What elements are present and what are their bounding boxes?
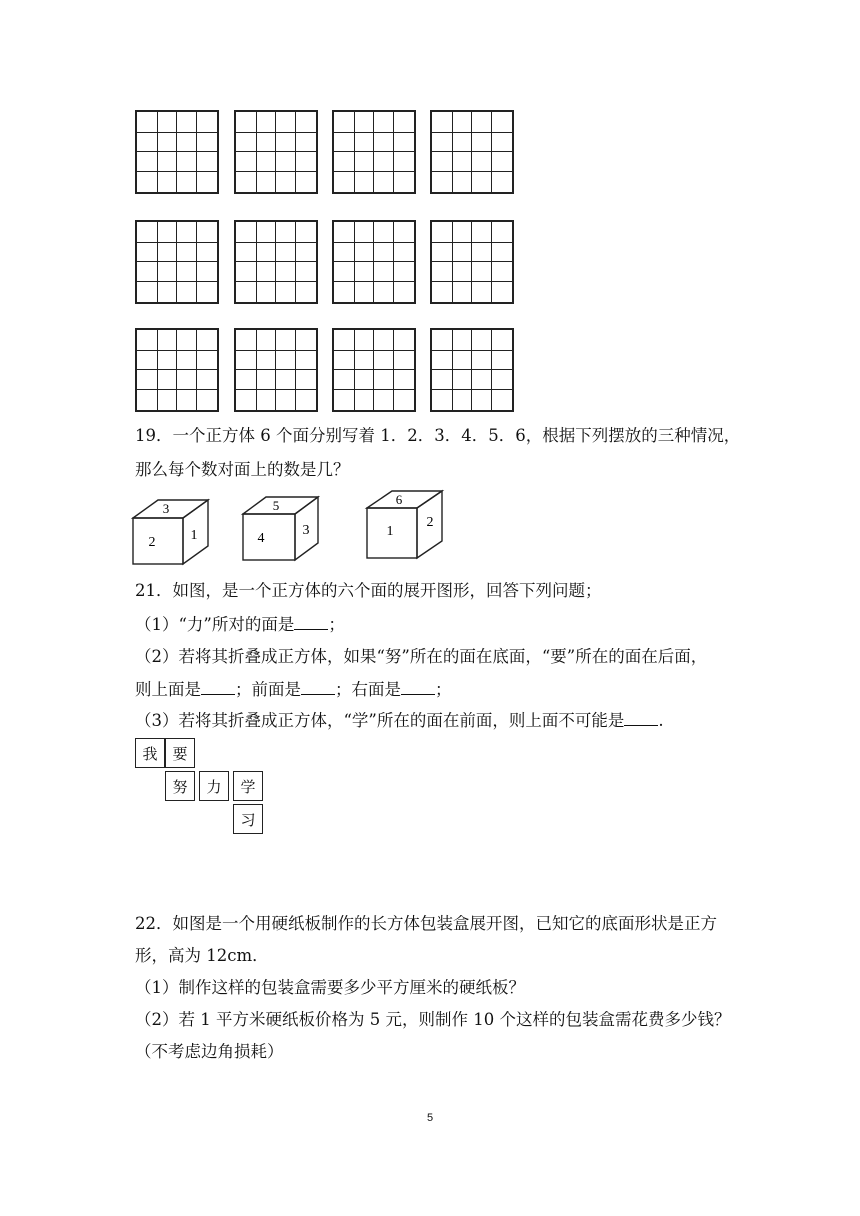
q19-line-1: 19．一个正方体 6 个面分别写着 1．2．3．4．5．6，根据下列摆放的三种情况，	[135, 426, 741, 445]
answer-blank	[624, 709, 658, 726]
grid-r1-c1	[135, 110, 219, 194]
cube-2-right-number: 3	[302, 523, 310, 538]
grid-r1-c2	[234, 110, 318, 194]
q21-part-2-front-label: ；前面是	[235, 680, 301, 699]
q22-part-3: （不考虑边角损耗）	[135, 1042, 284, 1061]
page-number: 5	[426, 1112, 434, 1124]
answer-blank	[201, 678, 235, 695]
grid-r3-c1	[135, 328, 219, 412]
cube-2-front-number: 4	[257, 531, 265, 546]
grid-r2-c2	[234, 220, 318, 304]
q22-part-2: （2）若 1 平方米硬纸板价格为 5 元，则制作 10 个这样的包装盒需花费多少钱？	[135, 1010, 731, 1029]
grid-r2-c4	[430, 220, 514, 304]
grid-r1-c4	[430, 110, 514, 194]
grid-r3-c2	[234, 328, 318, 412]
net-cell-wo: 我	[135, 738, 165, 768]
cube-3-right-number: 2	[426, 515, 434, 530]
q21-part-3	[135, 709, 664, 733]
net-cell-li: 力	[199, 771, 229, 801]
q21-line-1: 21．如图，是一个正方体的六个面的展开图形，回答下列问题；	[135, 581, 602, 600]
cube-3-top-number: 6	[395, 492, 403, 507]
q21-part-2-top-label: 则上面是	[135, 680, 201, 699]
cube-1	[130, 496, 212, 568]
q19-line-2: 那么每个数对面上的数是几？	[135, 460, 350, 479]
cube-3-front-number: 1	[386, 524, 394, 539]
cube-1-right-number: 1	[190, 528, 198, 543]
net-cell-xi: 习	[233, 804, 263, 834]
cube-2-top-number: 5	[272, 498, 280, 513]
q21-part-2-line-2	[135, 678, 452, 702]
net-cell-xue: 学	[233, 771, 263, 801]
cube-1-top-number: 3	[162, 501, 170, 516]
q21-part-2-line-1: （2）若将其折叠成正方体，如果“努”所在的面在底面，“要”所在的面在后面，	[135, 647, 708, 666]
cube-3	[364, 488, 446, 562]
cube-1-front-number: 2	[148, 535, 156, 550]
answer-blank	[301, 678, 335, 695]
grid-r2-c1	[135, 220, 219, 304]
q22-line-1: 22．如图是一个用硬纸板制作的长方体包装盒展开图，已知它的底面形状是正方	[135, 914, 717, 933]
q21-part-2-end: ；	[435, 680, 452, 699]
answer-blank	[294, 613, 328, 630]
q21-part-1-end: ；	[328, 615, 345, 634]
q22-line-2: 形，高为 12cm．	[135, 946, 269, 965]
q22-part-1: （1）制作这样的包装盒需要多少平方厘米的硬纸板？	[135, 978, 525, 997]
grid-r2-c3	[332, 220, 416, 304]
q21-part-1	[135, 613, 345, 637]
grid-r3-c4	[430, 328, 514, 412]
cube-2	[240, 494, 322, 566]
q21-part-3-text: （3）若将其折叠成正方体，“学”所在的面在前面，则上面不可能是	[135, 711, 625, 730]
q21-part-2-right-label: ；右面是	[335, 680, 401, 699]
q21-part-3-end: .	[658, 711, 664, 730]
grid-r3-c3	[332, 328, 416, 412]
answer-blank	[401, 678, 435, 695]
net-cell-nu: 努	[165, 771, 195, 801]
q21-part-1-text: （1）“力”所对的面是	[135, 615, 295, 634]
net-cell-yao: 要	[165, 738, 195, 768]
grid-r1-c3	[332, 110, 416, 194]
